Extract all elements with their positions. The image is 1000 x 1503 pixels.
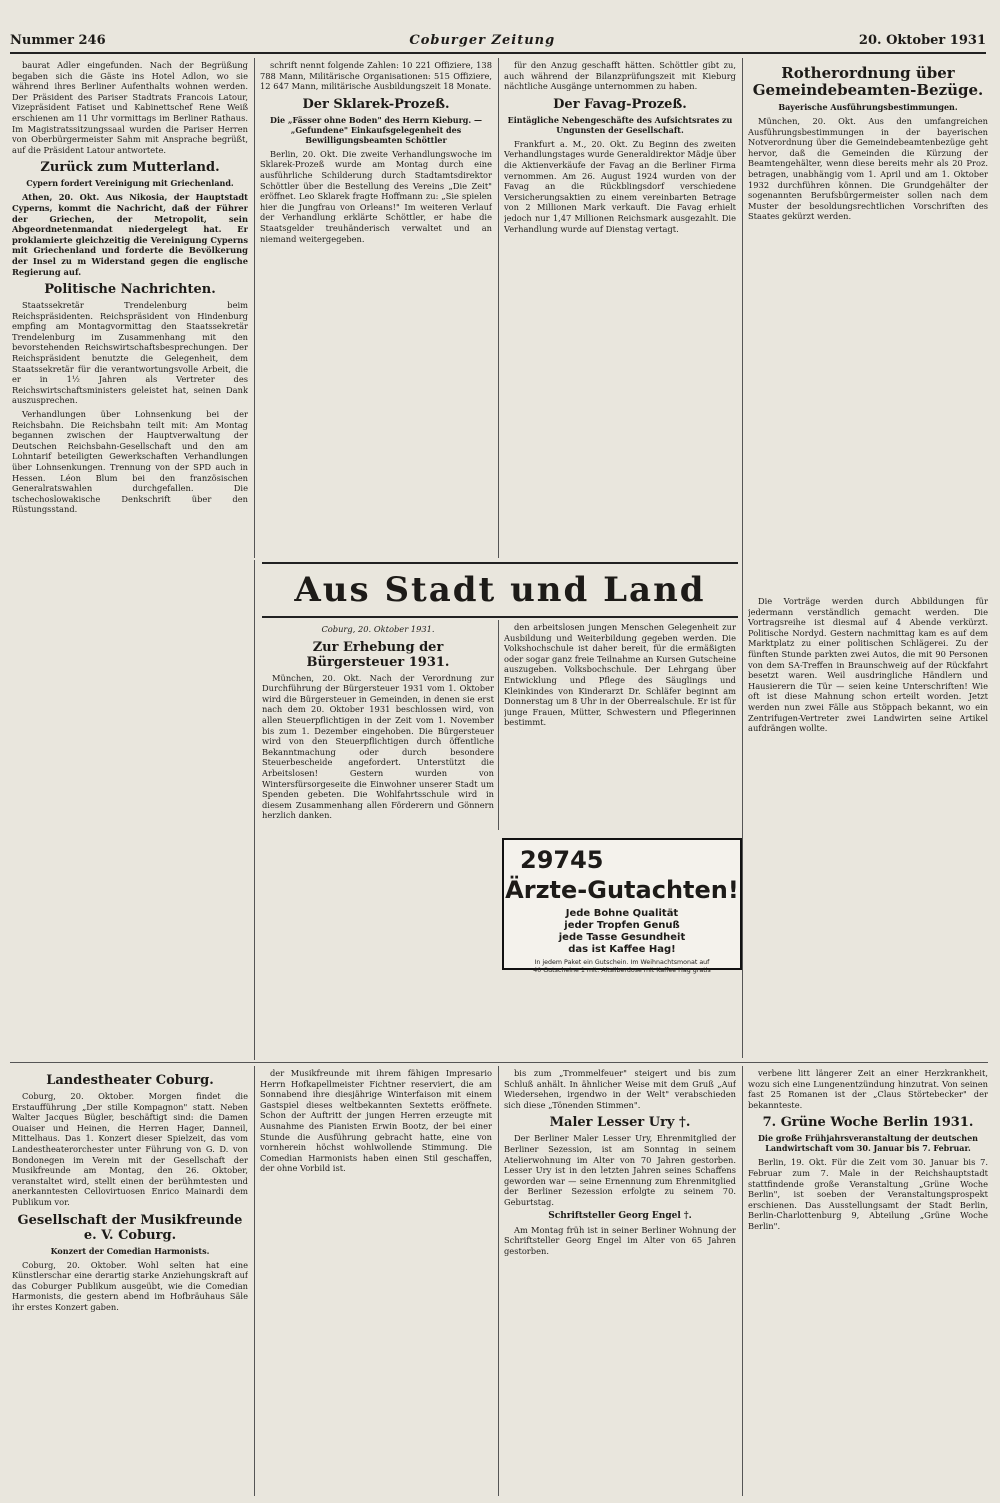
headline-ury: Maler Lesser Ury †. xyxy=(549,1115,691,1131)
ad-slogan-line: jeder Tropfen Genuß xyxy=(564,920,680,931)
column-4 xyxy=(748,60,988,580)
headline-musikfreunde: Gesellschaft der Musikfreunde e. V. Coburg. xyxy=(17,1212,243,1243)
kaffee-hag-advertisement xyxy=(502,838,742,974)
column-rule xyxy=(498,620,499,830)
article-volkshochschule: den arbeitslosen jungen Menschen Gelegenheit zur Ausbildung und Weiterbildung gegeben werden. Die Volkshochschule ist daher bereit, für die ermäßigten oder sogar ganz freie Teilnahme an Kursen Gutscheine auszugeben. Volksbochschule. Der Lehrgang über Entwicklung und Pflege des Säuglings und Kleinkindes von Kinderarzt Dr. Schläfer beginnt am Donnerstag um 8 Uhr in der Oberrealschule. Er ist für junge Frauen, Mütter, Schwestern und Pflegerinnen bestimmt. xyxy=(504,622,736,728)
article-buergersteuer: München, 20. Okt. Nach der Verordnung zur Durchführung der Bürgersteuer 1931 vom 1. Oktober wird die Bürgersteuer in Gemeinden, in denen sie erst nach dem 20. Oktober 1931 beschlossen wird, von allen Steuerpflichtigen in der Zeit vom 1. November bis zum 1. Dezember eingehoben. Die Bürgersteuer wird von den Steuerpflichtigen durch öffentliche Bekanntmachung oder durch besondere Steuerbescheide angefordert. Unterstützt die Arbeitslosen! Gestern wurden von Wintersfürsorgeseite die Einwohner unserer Stadt um Spenden gebeten. Die Wohlfahrtsschule wird in diesem Zusammenhang allen Förderern und Gönnern herzlich danken. xyxy=(262,672,494,821)
bottom-column-3 xyxy=(504,1068,736,1496)
subheadline-mutterland: Cypern fordert Vereinigung mit Griechenland. xyxy=(26,178,234,189)
column-rule xyxy=(742,58,743,1058)
headline-sklarek: Der Sklarek-Prozeß. xyxy=(302,96,450,112)
headline-rotherordnung: Rotherordnung über Gemeindebeamten-Bezüge. xyxy=(752,64,984,99)
column-rule xyxy=(254,1066,255,1496)
ad-small-print: 40 Gutscheine 1 mit. Altsilberdose mit Kaffee Hag gratis xyxy=(533,967,711,974)
subheadline-gruene-woche: Die große Frühjahrsveranstaltung der deutschen Landwirtschaft vom 30. Januar bis 7. Februar. xyxy=(757,1133,978,1154)
bottom-column-4 xyxy=(748,1068,988,1496)
section-rule xyxy=(10,1062,988,1063)
article-rotherordnung: München, 20. Okt. Aus den umfangreichen Ausführungsbestimmungen in der bayerischen Notverordnung über die Gemeindebeamtenbezüge geht hervor, daß die Gemeinden die Kürzung der Beamtengehälter, wenn diese bereits mehr als 20 Proz. betragen, unabhängig vom 1. April und am 1. Oktober 1932 durchführen können. Die Grundgehälter der sogenannten Berufsbürgermeister sollen nach dem Muster der besoldungsrechtlichen Vorschriften des Staates gekürzt werden. xyxy=(748,116,988,222)
column-rule xyxy=(742,1066,743,1496)
ad-slogan-line: das ist Kaffee Hag! xyxy=(568,944,676,955)
ad-headline: Ärzte-Gutachten! xyxy=(505,876,739,904)
ad-slogan-line: Jede Bohne Qualität xyxy=(565,908,679,919)
article-engel: Am Montag früh ist in seiner Berliner Wohnung der Schriftsteller Georg Engel im Alter von 65 Jahren gestorben. xyxy=(504,1224,736,1256)
masthead xyxy=(10,28,986,54)
article-text: verbene litt längerer Zeit an einer Herzkrankheit, wozu sich eine Lungenentzündung hinzutrat. Von seinen fast 25 Romanen ist der „Claus Störtebecker" der bekannteste. xyxy=(748,1068,988,1110)
ad-number: 29745 xyxy=(520,846,604,874)
dateline: Coburg, 20. Oktober 1931. xyxy=(321,624,435,634)
headline-engel: Schriftsteller Georg Engel †. xyxy=(548,1210,692,1221)
ad-slogan-line: jede Tasse Gesundheit xyxy=(558,932,686,943)
article-text: baurat Adler eingefunden. Nach der Begrüßung begaben sich die Gäste ins Hotel Adlon, wo sie während ihres Berliner Aufenthalts wohnen werden. Der Präsident des Pariser Stadtrats Francois Latour, Vizepräsident Fatiset und Kabinettschef Rene Weiß erschienen am 11 Uhr vormittags im Berliner Rathaus. Im Magistratssitzungssaal wurden die Pariser Herren von Oberbürgermeister Sahm mit Ansprache begrüßt, auf die Präsident Latour antwortete. xyxy=(12,60,248,155)
article-politik-2: Verhandlungen über Lohnsenkung bei der Reichsbahn. Die Reichsbahn teilt mit: Am Montag begannen zwischen der Hauptverwaltung der Deutschen Reichsbahn-Gesellschaft und den am Lohntarif beteiligten Gewerkschaften Verhandlungen über Lohnsenkungen. Trennung von der SPD auch in Hessen. Léon Blum bei den französischen Generalratswahlen durchgefallen. Die tschechoslowakische Denkschrift über den Rüstungsstand. xyxy=(12,409,248,515)
headline-buergersteuer: Zur Erhebung der Bürgersteuer 1931. xyxy=(306,639,450,670)
article-mutterland: Athen, 20. Okt. Aus Nikosia, der Hauptstadt Cyperns, kommt die Nachricht, daß der Führer der Griechen, der Metropolit, sein Abgeordnetenmandat niedergelegt hat. Er proklamierte gleichzeitig die Vereinigung Cyperns mit Griechenland und forderte die Bevölkerung der Insel zu m Widerstand gegen die englische Regierung auf. xyxy=(12,192,248,277)
ad-small-print: In jedem Paket ein Gutschein. Im Weihnachtsmonat auf xyxy=(534,959,710,966)
column-rule xyxy=(254,560,255,1060)
subheadline-musikfreunde: Konzert der Comedian Harmonists. xyxy=(50,1245,210,1256)
article-text: der Musikfreunde mit ihrem fähigen Impresario Herrn Hofkapellmeister Fichtner reserviert, die am Sonnabend ihre diesjährige Winterfaison mit einem Gastspiel dieses weltbekannten Sextetts eröffnete. Schon der Auftritt der jungen Herren erzeugte mit Ausnahme des Pianisten Erwin Bootz, der bei einer Stunde die Ausführung gebracht hatte, eine von vornherein höchst wohlwollende Stimmung. Die Comedian Harmonists haben einen Stil geschaffen, der ohne Vorbild ist. xyxy=(260,1068,492,1174)
section-banner: Aus Stadt und Land xyxy=(262,562,738,618)
headline-landestheater: Landestheater Coburg. xyxy=(46,1073,214,1088)
column-rule xyxy=(498,58,499,558)
headline-favag: Der Favag-Prozeß. xyxy=(553,96,687,112)
column-4-lower xyxy=(748,596,988,1056)
subheadline-favag: Eintägliche Nebengeschäfte des Aufsichtsrates zu Ungunsten der Gesellschaft. xyxy=(507,114,733,135)
headline-gruene-woche: 7. Grüne Woche Berlin 1931. xyxy=(762,1115,974,1131)
article-sklarek: Berlin, 20. Okt. Die zweite Verhandlungswoche im Sklarek-Prozeß wurde am Montag durch eine ausführliche Schilderung durch Stadtamtsdirektor Schöttler über die Bestellung des Vereins „Die Zeit" eröffnet. Leo Sklarek fragte Hoffmann zu: „Sie spielen hier die Jungfrau von Orleans!" Im weiteren Verlauf der Verhandlung erklärte Schöttler, er habe die Staatsgelder treuhänderisch verwaltet und an niemand weitergegeben. xyxy=(260,148,492,244)
issue-number: Nummer 246 xyxy=(10,32,106,48)
subheadline-sklarek: Die „Fässer ohne Boden" des Herrn Kieburg. — „Gefundene" Einkaufsgelegenheit des Bewilligungsbeamten Schöttler xyxy=(270,114,482,145)
article-text: für den Anzug geschafft hätten. Schöttler gibt zu, auch während der Bilanzprüfungszeit mit Kieburg nächtliche Ausgänge unternommen zu haben. xyxy=(504,60,736,92)
column-3 xyxy=(504,60,736,555)
bottom-column-2 xyxy=(260,1068,492,1496)
headline-politik: Politische Nachrichten. xyxy=(44,282,216,298)
article-text: schrift nennt folgende Zahlen: 10 221 Offiziere, 138 788 Mann, Militärische Organisationen: 515 Offiziere, 12 647 Mann, militärische Ausbildungszeit 18 Monate. xyxy=(260,60,492,92)
bottom-column-1 xyxy=(12,1068,248,1496)
column-1 xyxy=(12,60,248,1060)
article-text: bis zum „Trommelfeuer" steigert und bis zum Schluß anhält. In ähnlicher Weise mit dem Gruß „Auf Wiedersehen, irgendwo in der Welt" verabschieden sich diese „Tönenden Stimmen". xyxy=(504,1068,736,1110)
article-politik: Staatssekretär Trendelenburg beim Reichspräsidenten. Reichspräsident von Hindenburg empfing am Montagvormittag den Staatssekretär Trendelenburg im Zusammenhang mit den bevorstehenden Reichswirtschaftsbesprechungen. Der Reichspräsident benutzte die Gelegenheit, dem Staatssekretär für die verantwortungsvolle Arbeit, die er in 1½ Jahren als Vertreter des Reichswirtschaftsministers geleistet hat, seinen Dank auszusprechen. xyxy=(12,300,248,406)
headline-mutterland: Zurück zum Mutterland. xyxy=(40,160,220,176)
article-ury: Der Berliner Maler Lesser Ury, Ehrenmitglied der Berliner Sezession, ist am Sonntag in seinem Atelierwohnung im Alter von 70 Jahren gestorben. Lesser Ury ist in den letzten Jahren seines Schaffens geworden war — seine Ernennung zum Ehrenmitglied der Berliner Sezession erfolgte zu seinem 70. Geburtstag. xyxy=(504,1133,736,1207)
column-2 xyxy=(260,60,492,555)
newspaper-title: Coburger Zeitung xyxy=(409,32,556,48)
article-musikfreunde: Coburg, 20. Oktober. Wohl selten hat eine Künstlerschar eine derartig starke Anziehungskraft auf das Coburger Publikum ausgeübt, wie die Comedian Harmonists, die gestern abend im Hofbräuhaus Säle ihr erstes Konzert gaben. xyxy=(12,1259,248,1312)
article-text: Die Vorträge werden durch Abbildungen für jedermann verständlich gemacht werden. Die Vortragsreihe ist diesmal auf 4 Abende verkürzt. Politische Nordyd. Gestern nachmittag kam es auf dem Marktplatz zu einer politischen Schlägerei. Zu der fünften Stunde parkten zwei Autos, die mit 90 Personen von dem SA-Treffen in Braunschweig auf der Rückfahrt besetzt waren. Weil ausdringliche Händlern und Hausierern die Tür — seien keine Unterschriften! Wie oft ist diese Mahnung schon erteilt worden. Jetzt werden nun zwei Fälle aus Stöppach bekannt, wo ein Zentrifugen-Vertreter zwei Landwirten seine Artikel aufdrängen wollte. xyxy=(748,596,988,734)
stadtland-left xyxy=(262,622,494,1052)
issue-date: 20. Oktober 1931 xyxy=(858,32,986,48)
ad-slogan xyxy=(504,908,740,956)
article-landestheater: Coburg, 20. Oktober. Morgen findet die Erstaufführung „Der stille Kompagnon" statt. Neben Walter Jacques Bügler, beschäftigt sind: die Damen Ouaiser und Heinen, die Herren Hager, Danneil, Mittelhaus. Das 1. Konzert dieser Spielzeit, das vom Landestheaterorchester unter Führung von G. D. von Bondonegen im Verein mit der Gesellschaft der Musikfreunde am Montag, den 26. Oktober, veranstaltet wird, stellt einen der berühmtesten und anerkanntesten Cellovirtuosen Enrico Mainardi dem Publikum vor. xyxy=(12,1091,248,1207)
stadtland-right xyxy=(504,622,736,832)
article-favag: Frankfurt a. M., 20. Okt. Zu Beginn des zweiten Verhandlungstages wurde Generaldirektor Mädje über die Aktienverkäufe der Favag an die Berliner Firma vernommen. Am 26. August 1924 wurden von der Favag an die Rückblingsdorf verschiedene Versicherungsaktien zu einem vereinbarten Betrage von 2 Millionen Mark verkauft. Die Favag erhielt jedoch nur 1,47 Millionen Reichsmark ausgezahlt. Die Verhandlung wurde auf Dienstag vertagt. xyxy=(504,138,736,234)
column-rule xyxy=(254,58,255,558)
subheadline-rotherordnung: Bayerische Ausführungsbestimmungen. xyxy=(778,102,958,112)
article-gruene-woche: Berlin, 19. Okt. Für die Zeit vom 30. Januar bis 7. Februar zum 7. Male in der Reichshauptstadt stattfindende große Veranstaltung „Grüne Woche Berlin", ist soeben der Veranstaltungsprospekt erschienen. Das Ausstellungsamt der Stadt Berlin, Berlin-Charlottenburg 9, Abteilung „Grüne Woche Berlin". xyxy=(748,1157,988,1231)
column-rule xyxy=(498,1066,499,1496)
